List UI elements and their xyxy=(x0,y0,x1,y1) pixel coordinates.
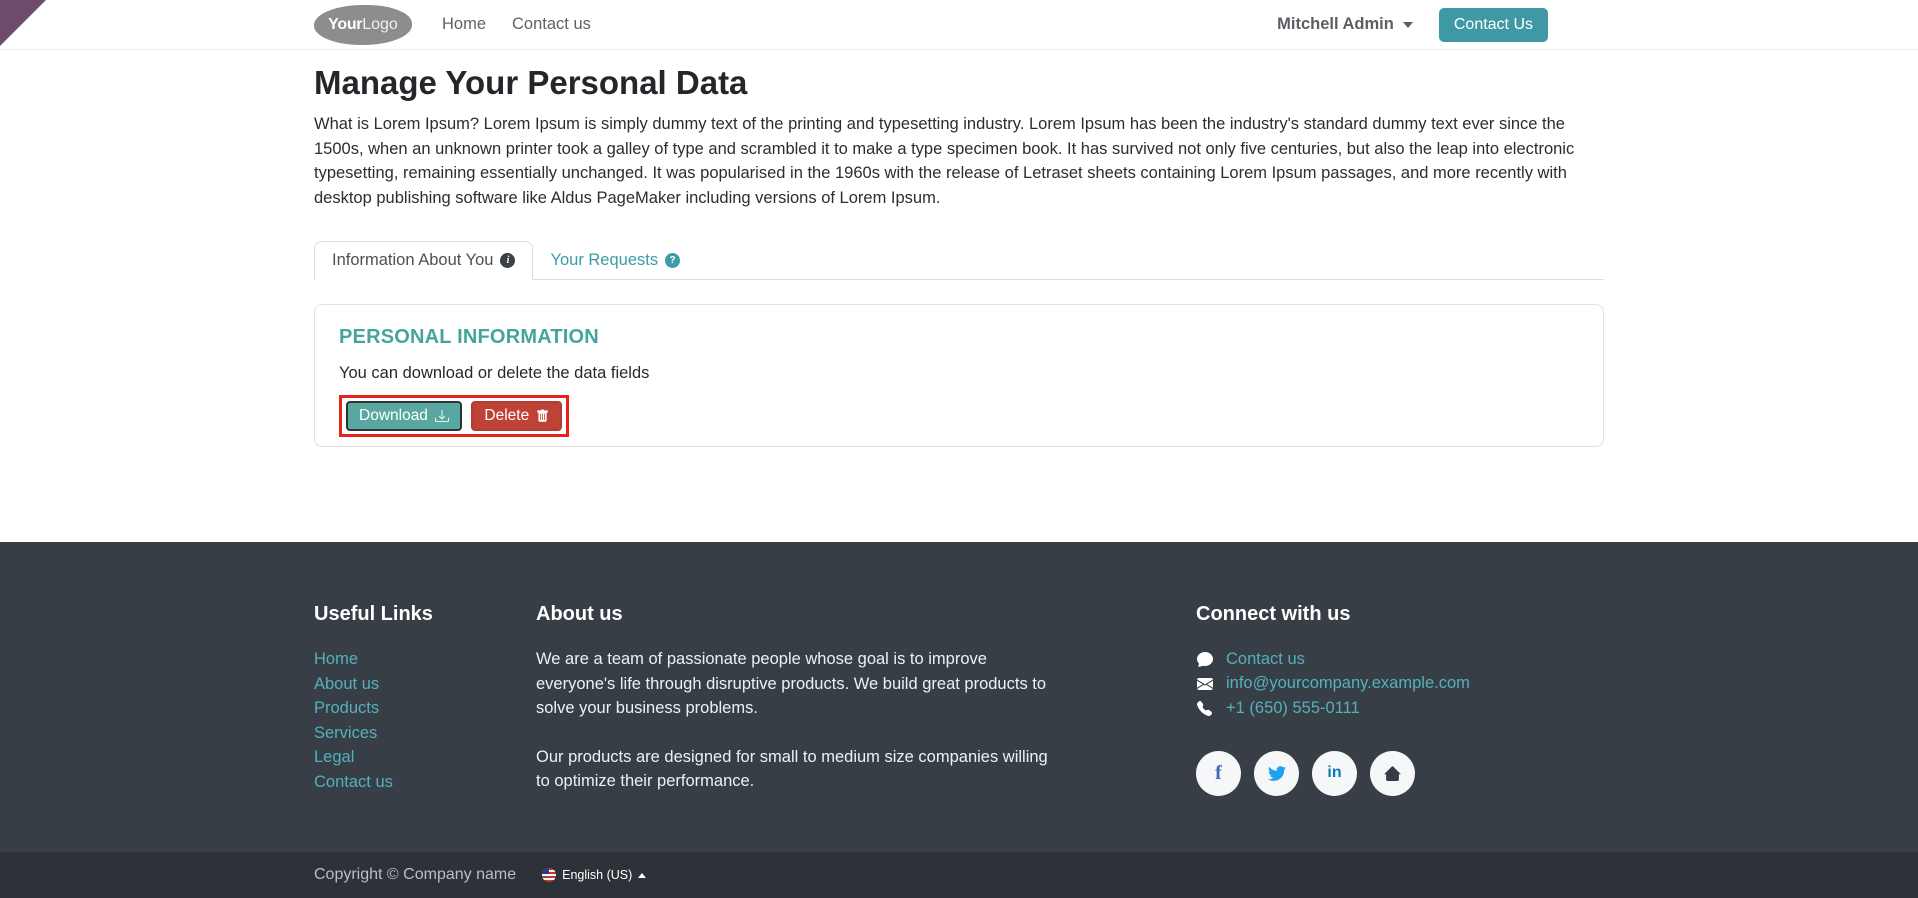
main-nav xyxy=(442,15,591,34)
connect-item-contact xyxy=(1196,647,1604,672)
linkedin-icon: in xyxy=(1327,764,1342,782)
chevron-down-icon xyxy=(1403,22,1413,28)
connect-item-phone xyxy=(1196,696,1604,721)
nav-item-home[interactable]: Home xyxy=(442,15,487,33)
logo-text-light: Logo xyxy=(362,15,398,33)
social-icons-row xyxy=(1196,751,1604,796)
about-paragraph-2: Our products are designed for small to medium size companies willing to optimize their performance. xyxy=(536,747,1048,791)
footer-link-legal[interactable]: Legal xyxy=(314,748,355,767)
chat-bubble-icon xyxy=(1196,651,1213,667)
download-button[interactable] xyxy=(346,401,462,431)
footer-link-home[interactable]: Home xyxy=(314,650,359,668)
info-circle-icon xyxy=(500,253,515,268)
nav-item-contact-us[interactable]: Contact us xyxy=(512,15,591,33)
us-flag-icon xyxy=(542,868,556,882)
company-logo[interactable] xyxy=(314,5,412,45)
trash-icon xyxy=(536,409,549,423)
logo-text-bold: Your xyxy=(328,15,363,33)
site-footer xyxy=(0,542,1918,898)
copyright-bar xyxy=(0,852,1918,898)
personal-information-panel xyxy=(314,304,1604,447)
about-paragraph-1: We are a team of passionate people whose goal is to improve everyone's life through disruptive products. We build great products to solve your business problems. xyxy=(536,650,1047,718)
contact-us-button[interactable]: Contact Us xyxy=(1439,8,1548,42)
tab-bar xyxy=(314,241,1604,280)
envelope-icon xyxy=(1196,676,1213,692)
main-content xyxy=(0,64,1918,542)
twitter-icon xyxy=(1268,764,1286,782)
delete-button[interactable] xyxy=(471,401,562,431)
editor-corner-ribbon[interactable] xyxy=(0,0,46,46)
facebook-icon: f xyxy=(1215,761,1222,784)
footer-email-link[interactable]: info@yourcompany.example.com xyxy=(1226,674,1470,693)
question-circle-icon xyxy=(665,253,680,268)
language-selector[interactable] xyxy=(542,868,646,882)
copyright-text: Copyright © Company name xyxy=(314,866,517,883)
panel-heading: PERSONAL INFORMATION xyxy=(339,326,599,349)
about-us-heading: About us xyxy=(536,603,623,625)
website-button[interactable] xyxy=(1370,751,1415,796)
connect-item-email xyxy=(1196,672,1604,697)
tab-label: Your Requests xyxy=(550,250,659,269)
footer-contact-us-link[interactable]: Contact us xyxy=(1226,649,1305,668)
footer-link-contact-us[interactable]: Contact us xyxy=(314,772,393,791)
page-title: Manage Your Personal Data xyxy=(314,64,748,101)
footer-phone-link[interactable]: +1 (650) 555-0111 xyxy=(1226,698,1360,717)
panel-description: You can download or delete the data fields xyxy=(339,364,650,383)
tab-label: Information About You xyxy=(332,251,494,270)
phone-icon xyxy=(1196,701,1213,716)
site-header xyxy=(0,0,1918,50)
download-icon xyxy=(435,409,449,423)
download-button-label: Download xyxy=(359,407,428,425)
connect-heading: Connect with us xyxy=(1196,603,1351,625)
footer-link-products[interactable]: Products xyxy=(314,699,380,718)
footer-link-services[interactable]: Services xyxy=(314,723,378,742)
useful-links-heading: Useful Links xyxy=(314,603,433,625)
annotation-highlight-box xyxy=(339,395,569,437)
language-label: English (US) xyxy=(562,868,633,882)
user-menu-dropdown[interactable] xyxy=(1277,15,1413,34)
chevron-up-icon xyxy=(638,873,646,878)
footer-link-about-us[interactable]: About us xyxy=(314,674,380,693)
twitter-button[interactable] xyxy=(1254,751,1299,796)
tab-information-about-you[interactable] xyxy=(314,241,533,280)
intro-paragraph: What is Lorem Ipsum? Lorem Ipsum is simply dummy text of the printing and typesetting industry. Lorem Ipsum has been the industry's standard dummy text ever since the 1500s, when an unknown printer took a galley of type and scrambled it to make a type specimen book. It has survived not only five centuries, but also the leap into electronic typesetting, remaining essentially unchanged. It was popularised in the 1960s with the release of Letraset sheets containing Lorem Ipsum passages, and more recently with desktop publishing software like Aldus PageMaker including versions of Lorem Ipsum. xyxy=(314,115,1575,207)
home-icon xyxy=(1384,765,1401,782)
facebook-button[interactable] xyxy=(1196,751,1241,796)
corner-bracket-icon xyxy=(9,53,20,63)
linkedin-button[interactable] xyxy=(1312,751,1357,796)
tab-your-requests[interactable] xyxy=(533,241,697,279)
delete-button-label: Delete xyxy=(484,407,530,425)
user-menu-label: Mitchell Admin xyxy=(1277,15,1394,33)
